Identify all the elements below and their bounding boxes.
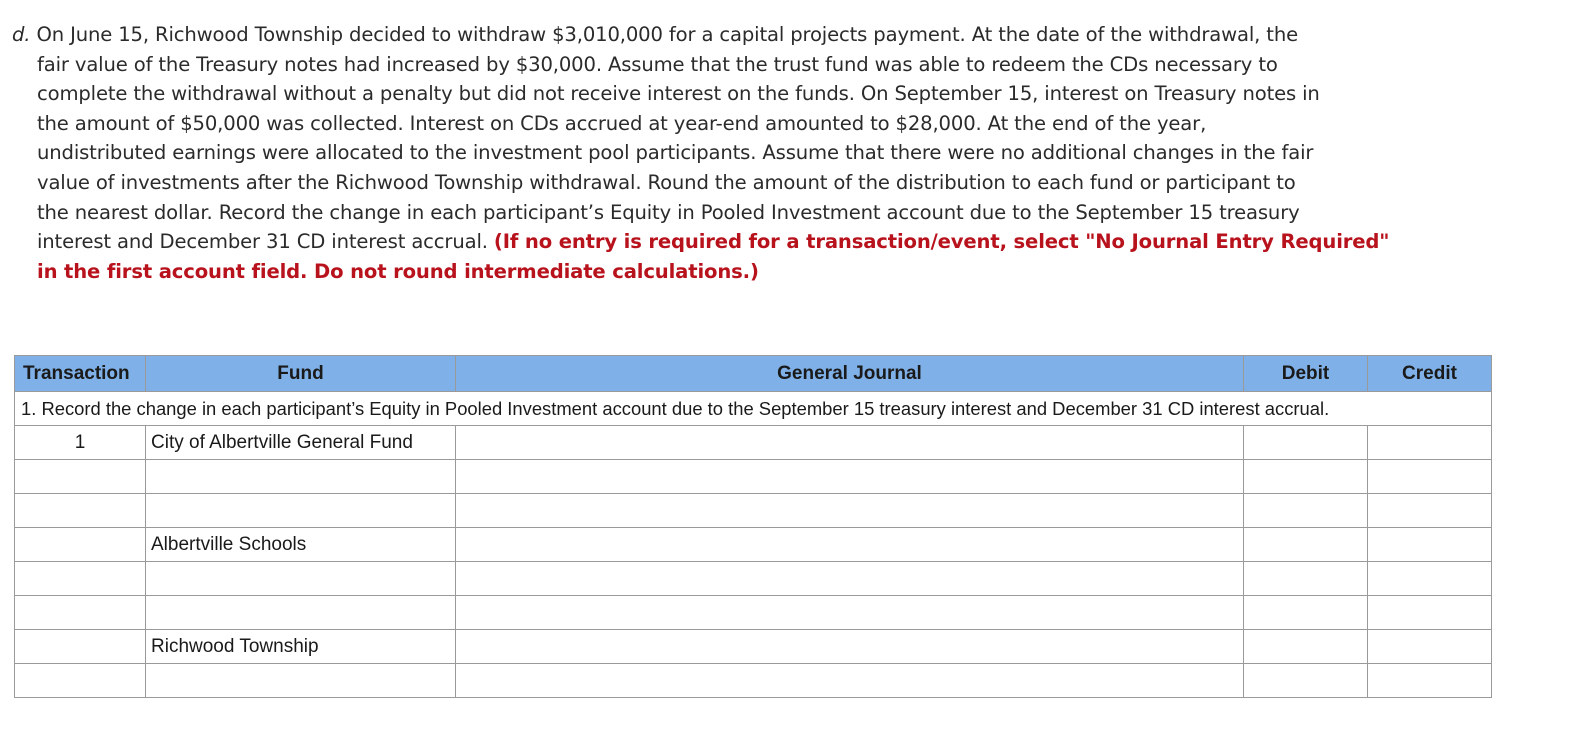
account-field[interactable] xyxy=(456,494,1244,528)
problem-line-4: the amount of $50,000 was collected. Interest on CDs accrued at year-end amounted to $28,000. At the end of the year, xyxy=(37,111,1207,135)
account-field[interactable] xyxy=(456,630,1244,664)
fund-name xyxy=(146,460,456,494)
table-row xyxy=(15,664,1492,698)
credit-field[interactable] xyxy=(1368,528,1492,562)
transaction-number xyxy=(15,664,146,698)
header-fund: Fund xyxy=(146,356,456,392)
table-header-row xyxy=(15,356,1492,392)
debit-field[interactable] xyxy=(1244,494,1368,528)
credit-field[interactable] xyxy=(1368,426,1492,460)
account-field[interactable] xyxy=(456,664,1244,698)
problem-line-7: the nearest dollar. Record the change in each participant’s Equity in Pooled Investment account due to the September 15 treasury xyxy=(37,200,1300,224)
journal-entry-table xyxy=(14,355,1492,698)
table-row xyxy=(15,460,1492,494)
problem-line-3: complete the withdrawal without a penalty but did not receive interest on the funds. On September 15, interest on Treasury notes in xyxy=(37,82,1320,106)
header-debit: Debit xyxy=(1244,356,1368,392)
table-row xyxy=(15,494,1492,528)
problem-line-1 xyxy=(12,20,1502,50)
fund-name xyxy=(146,596,456,630)
debit-field[interactable] xyxy=(1244,630,1368,664)
table-row xyxy=(15,596,1492,630)
credit-field[interactable] xyxy=(1368,562,1492,596)
instruction-row xyxy=(15,392,1492,426)
problem-line-5: undistributed earnings were allocated to the investment pool participants. Assume that there were no additional changes in the fair xyxy=(37,141,1314,165)
transaction-number xyxy=(15,630,146,664)
account-field[interactable] xyxy=(456,596,1244,630)
transaction-number xyxy=(15,596,146,630)
table-row xyxy=(15,426,1492,460)
header-credit: Credit xyxy=(1368,356,1492,392)
header-general-journal: General Journal xyxy=(456,356,1244,392)
fund-name: Richwood Township xyxy=(146,630,456,664)
transaction-instruction: 1. Record the change in each participant’s Equity in Pooled Investment account due to the September 15 treasury interest and December 31 CD interest accrual. xyxy=(15,392,1492,426)
problem-text-line: interest and December 31 CD interest accrual. xyxy=(37,230,494,254)
table-row xyxy=(15,562,1492,596)
debit-field[interactable] xyxy=(1244,562,1368,596)
fund-name xyxy=(146,664,456,698)
fund-name: Albertville Schools xyxy=(146,528,456,562)
transaction-number xyxy=(15,494,146,528)
fund-name xyxy=(146,494,456,528)
debit-field[interactable] xyxy=(1244,664,1368,698)
account-field[interactable] xyxy=(456,460,1244,494)
transaction-number xyxy=(15,460,146,494)
table-row xyxy=(15,630,1492,664)
problem-line-8 xyxy=(12,227,1502,257)
table-row xyxy=(15,528,1492,562)
debit-field[interactable] xyxy=(1244,528,1368,562)
account-field[interactable] xyxy=(456,528,1244,562)
problem-line-6: value of investments after the Richwood Township withdrawal. Round the amount of the distribution to each fund or participant to xyxy=(37,170,1296,194)
credit-field[interactable] xyxy=(1368,630,1492,664)
transaction-number xyxy=(15,528,146,562)
credit-field[interactable] xyxy=(1368,460,1492,494)
header-transaction: Transaction xyxy=(15,356,146,392)
fund-name: City of Albertville General Fund xyxy=(146,426,456,460)
problem-part-label: d. xyxy=(12,23,31,46)
debit-field[interactable] xyxy=(1244,460,1368,494)
problem-text-line: On June 15, Richwood Township decided to withdraw $3,010,000 for a capital projects payment. At the date of the withdrawal, the xyxy=(30,23,1299,46)
debit-field[interactable] xyxy=(1244,596,1368,630)
account-field[interactable] xyxy=(456,426,1244,460)
credit-field[interactable] xyxy=(1368,494,1492,528)
problem-statement xyxy=(12,20,1502,286)
instruction-warning-continued: in the first account field. Do not round intermediate calculations.) xyxy=(37,259,759,283)
problem-line-2: fair value of the Treasury notes had increased by $30,000. Assume that the trust fund was able to redeem the CDs necessary to xyxy=(37,52,1278,76)
fund-name xyxy=(146,562,456,596)
account-field[interactable] xyxy=(456,562,1244,596)
credit-field[interactable] xyxy=(1368,596,1492,630)
debit-field[interactable] xyxy=(1244,426,1368,460)
transaction-number xyxy=(15,562,146,596)
instruction-warning: (If no entry is required for a transaction/event, select "No Journal Entry Required" xyxy=(493,230,1390,254)
credit-field[interactable] xyxy=(1368,664,1492,698)
transaction-number: 1 xyxy=(15,426,146,460)
